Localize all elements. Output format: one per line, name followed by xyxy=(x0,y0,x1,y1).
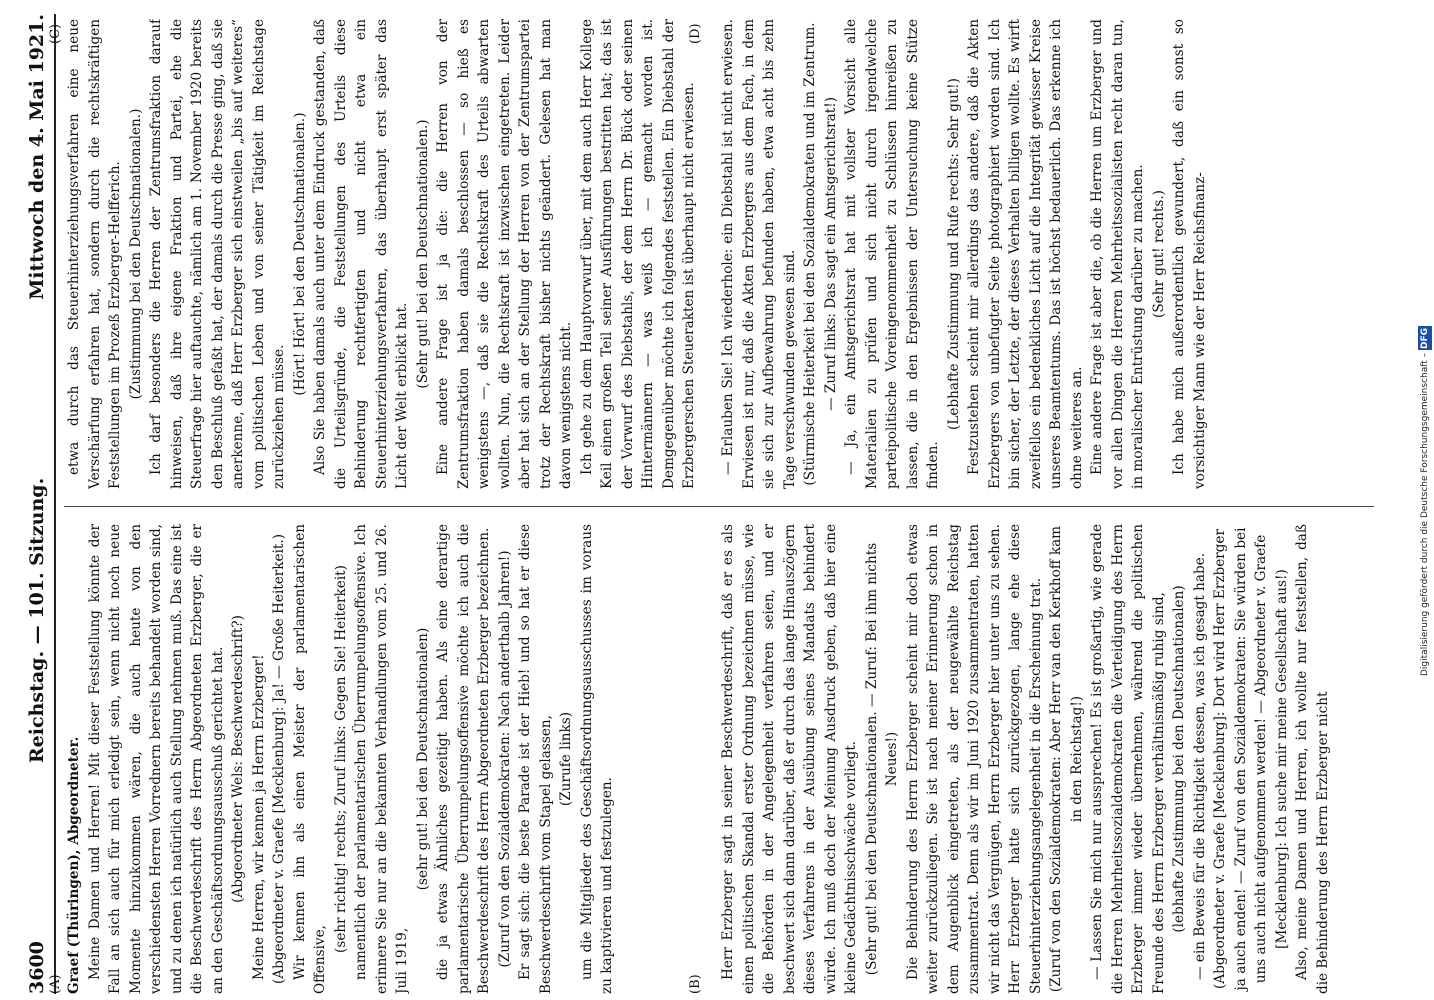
paragraph: die ja etwas Ähnliches gezeitigt haben. Als eine derartige parlamentarische Überrumpelungsoffensive möchte ich auch die Beschwerdeschrift des Herrn Abgeordneten Erzberger bezeichnen. xyxy=(435,524,492,994)
interjection: (Stürmische Heiterkeit bei den Sozialdemokraten und im Zentrum. — Zuruf links: Das sagt ein Amtsgerichtsrat!) xyxy=(802,22,839,486)
marker-d: (D) xyxy=(688,23,703,44)
interjection: (Abgeordneter Wels: Beschwerdeschrift?) xyxy=(230,615,246,903)
interjection: (Sehr gut! bei den Deutschnationalen.) xyxy=(414,119,431,389)
interjection: (Sehr gut! rechts.) xyxy=(1150,190,1167,318)
digitization-text: Digitalisierung gefördert durch die Deutsche Forschungsgemeinschaft – xyxy=(1420,352,1430,676)
paragraph: Ich gehe zu dem Hauptvorwurf über, mit dem auch Herr Kollege Keil einen großen Teil seiner Ausführungen bestritten hat; das ist der Vorwurf des Diebstahls, der dem Herrn Dr. Bück oder seinen Hintermännern — was weiß ich — gemacht worden ist. Demgegenüber möchte ich folgendes feststellen. Ein Diebstahl der Erzbergerschen Steuerakten ist überhaupt nicht erwiesen. xyxy=(578,19,697,489)
document-page xyxy=(18,14,1398,994)
marker-a: (A) xyxy=(48,974,63,994)
column-1 xyxy=(64,524,714,994)
paragraph: Meine Herren, wir kennen ja Herrn Erzberger! xyxy=(250,654,267,980)
interjection: (Lebhafte Zustimmung und Rufe rechts: Sehr gut!) xyxy=(945,78,962,430)
page-header xyxy=(26,14,48,994)
paragraph: Wir kennen ihn als einen Meister der parlamentarischen Offensive, xyxy=(291,524,328,994)
paragraph: namentlich der parlamentarischen Überrumpelungsoffensive. Ich erinnere Sie nur an die bekannten Verhandlungen vom 25. und 26. Juli 1919, xyxy=(353,524,410,994)
interjection: (Abgeordneter v. Graefe [Mecklenburg]: Dort wird Herr Erzberger ja auch enden! — Zuruf von den Sozialdemokraten: Sie würden bei uns auch nicht aufgenommen werden! — Abgeordneter v. Graefe [Mecklenburg]: Ich suche mir meine Gesellschaft aus!) xyxy=(1212,527,1290,991)
paragraph: — Ja, ein Amtsgerichtsrat hat mit vollster Vorsicht alle Materialien zu prüfen und sich nicht durch irgendwelche parteipolitische Voreingenommenheit zu Schlüssen hinreißen zu lassen, die in den Ergebnissen der Untersuchung keine Stütze finden. xyxy=(843,19,941,489)
interjection: (Zustimmung bei den Deutschnationalen.) xyxy=(127,108,144,400)
paragraph: um die Mitglieder des Geschäftsordnungsausschusses im voraus zu kaptivieren und festzulegen. xyxy=(578,524,615,994)
paragraph: Die Behinderung des Herrn Erzberger scheint mir doch etwas weiter zurückzuliegen. Sie ist nach meiner Erinnerung schon in dem Augenblick eingetreten, als der neugewählte Reichstag zusammentrat. Denn als wir im Juni 1920 zusammentraten, hatten wir nicht das Vergnügen, Herrn Erzberger hier unter uns zu sehen. Herr Erzberger hatte sich zurückgezogen, lange ehe diese Steuerhinterziehungsangelegenheit in die Erscheinung trat. xyxy=(904,524,1044,994)
header-rule xyxy=(54,14,56,994)
right-title: Mittwoch den 4. Mai 1921. xyxy=(26,14,48,300)
left-title: Reichstag. — 101. Sitzung. xyxy=(26,477,48,764)
paragraph: etwa durch das Steuerhinterziehungsverfahren eine neue Verschärfung erfahren hat, sondern durch die rechtskräftigen Feststellungen im Prozeß Erzberger-Helfferich. xyxy=(66,19,123,489)
column-4 xyxy=(718,19,1378,489)
paragraph: Eine andere Frage ist ja die: die Herren von der Zentrumsfraktion haben damals beschlossen — so hieß es wenigstens —, daß sie die Rechtskraft des Urteils abwarten wollten. Nun, die Rechtskraft ist inzwischen eingetreten. Leider aber hat sich an der Stellung der Herren von der Zentrumspartei trotz der Rechtskraft bisher nichts geändert. Gelesen hat man davon wenigstens nicht. xyxy=(435,19,574,489)
interjection: (Abgeordneter v. Graefe [Mecklenburg]: Ja! — Große Heiterkeit.) xyxy=(271,533,287,985)
marker-c: (C) xyxy=(48,23,63,44)
interjection: (Zuruf von den Sozialdemokraten: Aber Herr van den Kerkhoff kam in den Reichstag!) xyxy=(1048,525,1085,993)
paragraph: Also, meine Damen und Herren, ich wollte nur feststellen, daß die Behinderung des Herrn Erzberger nicht xyxy=(1294,524,1331,994)
paragraph: Herr Erzberger sagt in seiner Beschwerdeschrift, daß er es als einen politischen Skandal erster Ordnung bezeichnen müsse, wie die Behörden in der Angelegenheit verfahren seien, und er beschwert sich dann darüber, daß er durch das lange Hinauszögern dieses Verfahrens in der Ausübung seines Mandats behindert würde. Ich muß doch der Meinung Ausdruck geben, daß hier eine kleine Gedächtnisschwäche vorliegt. xyxy=(720,524,859,994)
paragraph: Festzustehen scheint mir allerdings das andere, daß die Akten Erzbergers von unbefugter Seite photographiert worden sind. Ich bin sicher, der Letzte, der dieses Verhalten billigen wollte. Es wirft zweifellos ein bedenkliches Licht auf die Integrität gewisser Kreise unseres Beamtentums. Das ist höchst bedauerlich. Das erkenne ich ohne weiteres an. xyxy=(966,19,1085,489)
column-2 xyxy=(718,524,1378,994)
interjection: (Sehr gut! bei den Deutschnationalen. — Zuruf: Bei ihm nichts Neues!) xyxy=(863,542,900,976)
digitization-note xyxy=(1420,6,1430,996)
paragraph: — Lassen Sie mich nur aussprechen! Es ist großartig, wie gerade die Herren Mehrheitssozialdemokraten die Verteidigung des Herrn Erzberger immer wieder übernehmen, während die politischen Freunde des Herrn Erzberger verhältnismäßig ruhig sind, xyxy=(1089,524,1167,994)
paragraph: Er sagt sich: die beste Parade ist der Hieb! und so hat er diese Beschwerdeschrift vom Stapel gelassen, xyxy=(517,524,554,994)
interjection: (Hört! Hört! bei den Deutschnationalen.) xyxy=(291,112,308,396)
paragraph: Ich habe mich außerordentlich gewundert, daß ein sonst so vorsichtiger Mann wie der Herr Reichsfinanz- xyxy=(1171,19,1208,489)
column-divider xyxy=(64,506,1374,507)
paragraph: Ich darf besonders die Herren der Zentrumsfraktion darauf hinweisen, daß ihre eigene Fraktion und Partei, ehe die Steuerfrage hier auftauchte, nämlich am 1. November 1920 bereits den Beschluß gefaßt hat, der damals durch die Presse ging, daß sie anerkenne, daß Herr Erzberger sich einstweilen „bis auf weiteres“ vom politischen Leben und von seiner Tätigkeit im Reichstage zurückziehen müsse. xyxy=(148,19,287,489)
interjection: (lebhafte Zustimmung bei den Deutschnationalen) xyxy=(1171,585,1187,933)
page-number: 3600 xyxy=(26,941,48,994)
interjection: (sehr gut! bei den Deutschnationalen) xyxy=(414,627,431,891)
marker-b: (B) xyxy=(688,974,703,994)
speaker-line: Graef (Thüringen), Abgeordneter. xyxy=(66,736,82,994)
paragraph: Eine andere Frage ist aber die, ob die Herren um Erzberger und vor allen Dingen die Herren Mehrheitssozialisten recht daran tun, in moralischer Entrüstung darüber zu machen. xyxy=(1089,19,1146,489)
paragraph: — ein Beweis für die Richtigkeit dessen, was ich gesagt habe. xyxy=(1191,552,1208,980)
paragraph: Meine Damen und Herren! Mit dieser Feststellung könnte der Fall an sich auch für mich erledigt sein, wenn nicht noch neue Momente hinzukommen wären, die auch heute von den verschiedensten Herren Vorrednern bereits behandelt worden sind, und zu denen ich natürlich auch Stellung nehmen muß. Das eine ist die Beschwerdeschrift des Herrn Abgeordneten Erzberger, die er an den Geschäftsordnungsausschuß gerichtet hat. xyxy=(86,524,226,994)
paragraph: Also Sie haben damals auch unter dem Eindruck gestanden, daß die Urteilsgründe, die Feststellungen des Urteils diese Behinderung rechtfertigten und nicht etwa ein Steuerhinterziehungsverfahren, das überhaupt erst später das Licht der Welt erblickt hat. xyxy=(312,19,410,489)
interjection: (Zuruf von den Sozialdemokraten: Nach anderthalb Jahren!) xyxy=(496,550,513,968)
paragraph: — Erlauben Sie! Ich wiederhole: ein Diebstahl ist nicht erwiesen. Erwiesen ist nur, daß die Akten Erzbergers aus dem Fach, in dem sie sich zur Aufbewahrung befunden haben, etwa acht bis zehn Tage verschwunden gewesen sind. xyxy=(720,19,798,489)
interjection: (Zurufe links) xyxy=(558,711,574,807)
interjection: (sehr richtig! rechts; Zuruf links: Gegen Sie! Heiterkeit) xyxy=(332,565,349,953)
column-3 xyxy=(64,19,714,489)
dfg-logo: DFG xyxy=(1420,327,1430,349)
